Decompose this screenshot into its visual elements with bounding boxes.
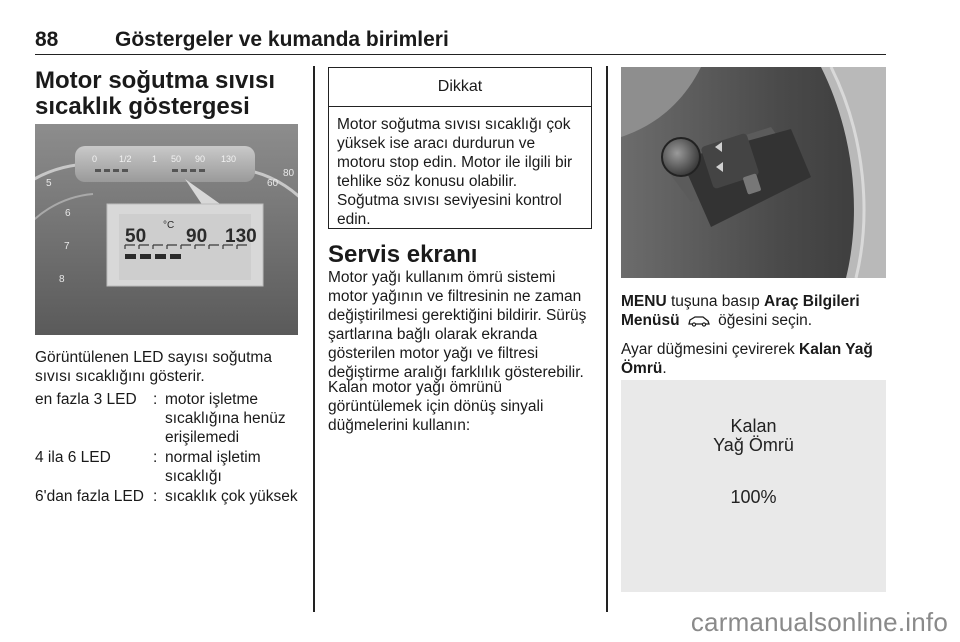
rpm-8: 8 [59, 274, 65, 285]
led-condition: 6'dan fazla LED [35, 488, 144, 505]
car-icon [687, 313, 711, 332]
page-header [35, 24, 886, 55]
instruction-text: tuşuna basıp [666, 293, 765, 310]
led-description: motor işletme sıcaklığına henüz erişilemedi [165, 391, 286, 446]
scale-label-half: 1/2 [119, 154, 132, 164]
small-temp-50: 50 [171, 154, 182, 164]
oil-life-display [621, 380, 886, 592]
small-temp-90: 90 [195, 154, 206, 164]
led-description: normal işletim sıcaklığı [165, 449, 261, 485]
temp-50-label: 50 [125, 226, 147, 247]
led-separator: : [153, 391, 158, 408]
small-temp-130: 130 [221, 154, 237, 164]
led-description: sıcaklık çok yüksek [165, 488, 298, 505]
coolant-gauge-photo [35, 124, 298, 335]
vehicle-info-menu-label: Araç Bilgileri Menüsü [621, 293, 860, 329]
speed-80: 80 [283, 168, 295, 179]
led-row [35, 487, 305, 506]
column-divider-right [606, 66, 608, 612]
instruction-paragraph-2 [621, 340, 885, 378]
watermark-text: carmanualsonline.info [690, 607, 948, 637]
column-divider-left [313, 66, 315, 612]
rpm-5: 5 [46, 178, 52, 189]
page-number: 88 [35, 28, 59, 51]
turn-signal-lever-photo [621, 67, 886, 278]
scale-label-0: 0 [92, 154, 98, 164]
speed-60: 60 [267, 178, 279, 189]
led-table [35, 390, 305, 507]
scale-label-1: 1 [152, 154, 158, 164]
coolant-temp-heading [35, 68, 275, 120]
service-paragraph-1: Motor yağı kullanım ömrü sistemi motor yağının ve filtresinin ne zaman değiştirilmesi gerektiğini bildirir. Sürüş şartlarına bağlı olarak ekranda gösterilen motor yağı ve filtresi değiştirme aralığı farklılık gösterebilir. [328, 269, 587, 381]
led-row [35, 448, 305, 486]
instruction-text-end: öğesini seçin. [713, 312, 813, 329]
service-paragraph-2: Kalan motor yağı ömrünü görüntülemek için dönüş sinyali düğmelerini kullanın: [328, 379, 544, 434]
heading-line-2: sıcaklık göstergesi [35, 93, 250, 120]
caution-text: Motor soğutma sıvısı sıcaklığı çok yüksek ise aracı durdurun ve motoru stop edin. Motor ile ilgili bir tehlike söz konusu olabilir. Soğutma sıvısı seviyesini kontrol edin. [337, 116, 573, 228]
led-condition: 4 ila 6 LED [35, 449, 111, 466]
chapter-title: Göstergeler ve kumanda birimleri [115, 28, 449, 51]
display-line-1: Kalan [730, 416, 777, 436]
temp-130-label: 130 [225, 226, 257, 247]
caution-box [328, 67, 592, 229]
instruction-text-end: . [662, 360, 667, 377]
rpm-6: 6 [65, 208, 71, 219]
steering-lever-illustration [621, 67, 886, 278]
rpm-7: 7 [64, 241, 70, 252]
display-line-2: Yağ Ömrü [713, 435, 794, 455]
led-condition: en fazla 3 LED [35, 391, 137, 408]
heading-line-1: Motor soğutma sıvısı [35, 67, 276, 94]
menu-key-label: MENU [621, 293, 667, 310]
instrument-cluster-illustration [35, 124, 298, 335]
oil-life-value: 100% [730, 487, 777, 507]
remaining-oil-life-label: Kalan Yağ Ömrü [621, 341, 873, 377]
led-intro-text: Görüntülenen LED sayısı soğutma sıvısı sıcaklığını gösterir. [35, 349, 272, 385]
caution-title: Dikkat [329, 68, 591, 107]
instruction-paragraph-1 [621, 292, 885, 332]
temp-90-label: 90 [186, 226, 208, 247]
instruction-text: Ayar düğmesini çevirerek [621, 341, 800, 358]
led-separator: : [153, 449, 158, 466]
service-display-heading: Servis ekranı [328, 241, 478, 268]
temp-unit-label: °C [163, 220, 175, 231]
led-row [35, 390, 305, 447]
led-separator: : [153, 488, 158, 505]
